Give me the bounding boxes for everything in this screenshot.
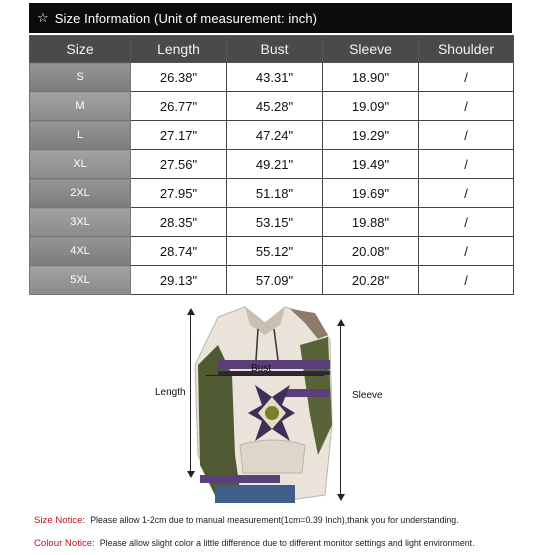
length-arrow-top-icon (187, 308, 195, 315)
shoulder-cell: / (419, 121, 514, 150)
sleeve-cell: 20.08" (323, 237, 419, 266)
length-arrow-bottom-icon (187, 471, 195, 478)
sleeve-cell: 19.09" (323, 92, 419, 121)
size-info-title: Size Information (Unit of measurement: inch) (54, 10, 318, 26)
column-header-length: Length (131, 36, 227, 63)
shoulder-cell: / (419, 266, 514, 295)
table-header-row (30, 36, 514, 63)
length-cell: 27.17" (131, 121, 227, 150)
length-cell: 27.95" (131, 179, 227, 208)
column-header-shoulder: Shoulder (419, 36, 514, 63)
column-header-size: Size (30, 36, 131, 63)
colour-notice-text: Please allow slight color a little difference due to different monitor settings and light environment. (99, 538, 475, 548)
table-row (30, 150, 514, 179)
column-header-sleeve: Sleeve (323, 36, 419, 63)
table-row (30, 121, 514, 150)
bust-cell: 57.09" (227, 266, 323, 295)
table-row (30, 266, 514, 295)
length-cell: 26.38" (131, 63, 227, 92)
bust-cell: 53.15" (227, 208, 323, 237)
sleeve-cell: 19.88" (323, 208, 419, 237)
table-row (30, 208, 514, 237)
size-notice-key: Size Notice: (34, 515, 86, 526)
table-row (30, 237, 514, 266)
table-row (30, 92, 514, 121)
bust-cell: 49.21" (227, 150, 323, 179)
size-notice (34, 515, 459, 526)
size-table (29, 35, 514, 295)
length-cell: 29.13" (131, 266, 227, 295)
sleeve-cell: 20.28" (323, 266, 419, 295)
table-row (30, 179, 514, 208)
bust-cell: 51.18" (227, 179, 323, 208)
length-cell: 28.35" (131, 208, 227, 237)
sleeve-arrow-top-icon (337, 319, 345, 326)
shoulder-cell: / (419, 237, 514, 266)
hoodie-measurement-figure (140, 305, 400, 505)
star-outline-icon: ☆ (37, 10, 49, 25)
size-cell: L (30, 121, 131, 150)
bust-label: Bust (251, 363, 272, 374)
size-notice-text: Please allow 1-2cm due to manual measurement(1cm=0.39 Inch),thank you for understanding. (90, 515, 459, 525)
size-cell: 2XL (30, 179, 131, 208)
colour-notice (34, 538, 475, 549)
hoodie-illustration (140, 305, 400, 505)
sleeve-measure-line (340, 324, 341, 496)
size-cell: M (30, 92, 131, 121)
sleeve-label: Sleeve (352, 390, 383, 401)
length-cell: 27.56" (131, 150, 227, 179)
size-cell: S (30, 63, 131, 92)
sleeve-cell: 19.69" (323, 179, 419, 208)
length-measure-line (190, 313, 191, 473)
bust-cell: 43.31" (227, 63, 323, 92)
shoulder-cell: / (419, 63, 514, 92)
sleeve-arrow-bottom-icon (337, 494, 345, 501)
sleeve-cell: 19.29" (323, 121, 419, 150)
size-cell: 3XL (30, 208, 131, 237)
colour-notice-key: Colour Notice: (34, 538, 95, 549)
size-cell: XL (30, 150, 131, 179)
length-cell: 26.77" (131, 92, 227, 121)
column-header-bust: Bust (227, 36, 323, 63)
shoulder-cell: / (419, 150, 514, 179)
bust-cell: 47.24" (227, 121, 323, 150)
size-info-header (29, 3, 512, 33)
shoulder-cell: / (419, 92, 514, 121)
size-cell: 4XL (30, 237, 131, 266)
table-row (30, 63, 514, 92)
bust-cell: 45.28" (227, 92, 323, 121)
sleeve-cell: 18.90" (323, 63, 419, 92)
length-cell: 28.74" (131, 237, 227, 266)
bust-measure-line (206, 375, 324, 376)
shoulder-cell: / (419, 208, 514, 237)
size-cell: 5XL (30, 266, 131, 295)
length-label: Length (155, 387, 186, 398)
bust-cell: 55.12" (227, 237, 323, 266)
sleeve-cell: 19.49" (323, 150, 419, 179)
shoulder-cell: / (419, 179, 514, 208)
